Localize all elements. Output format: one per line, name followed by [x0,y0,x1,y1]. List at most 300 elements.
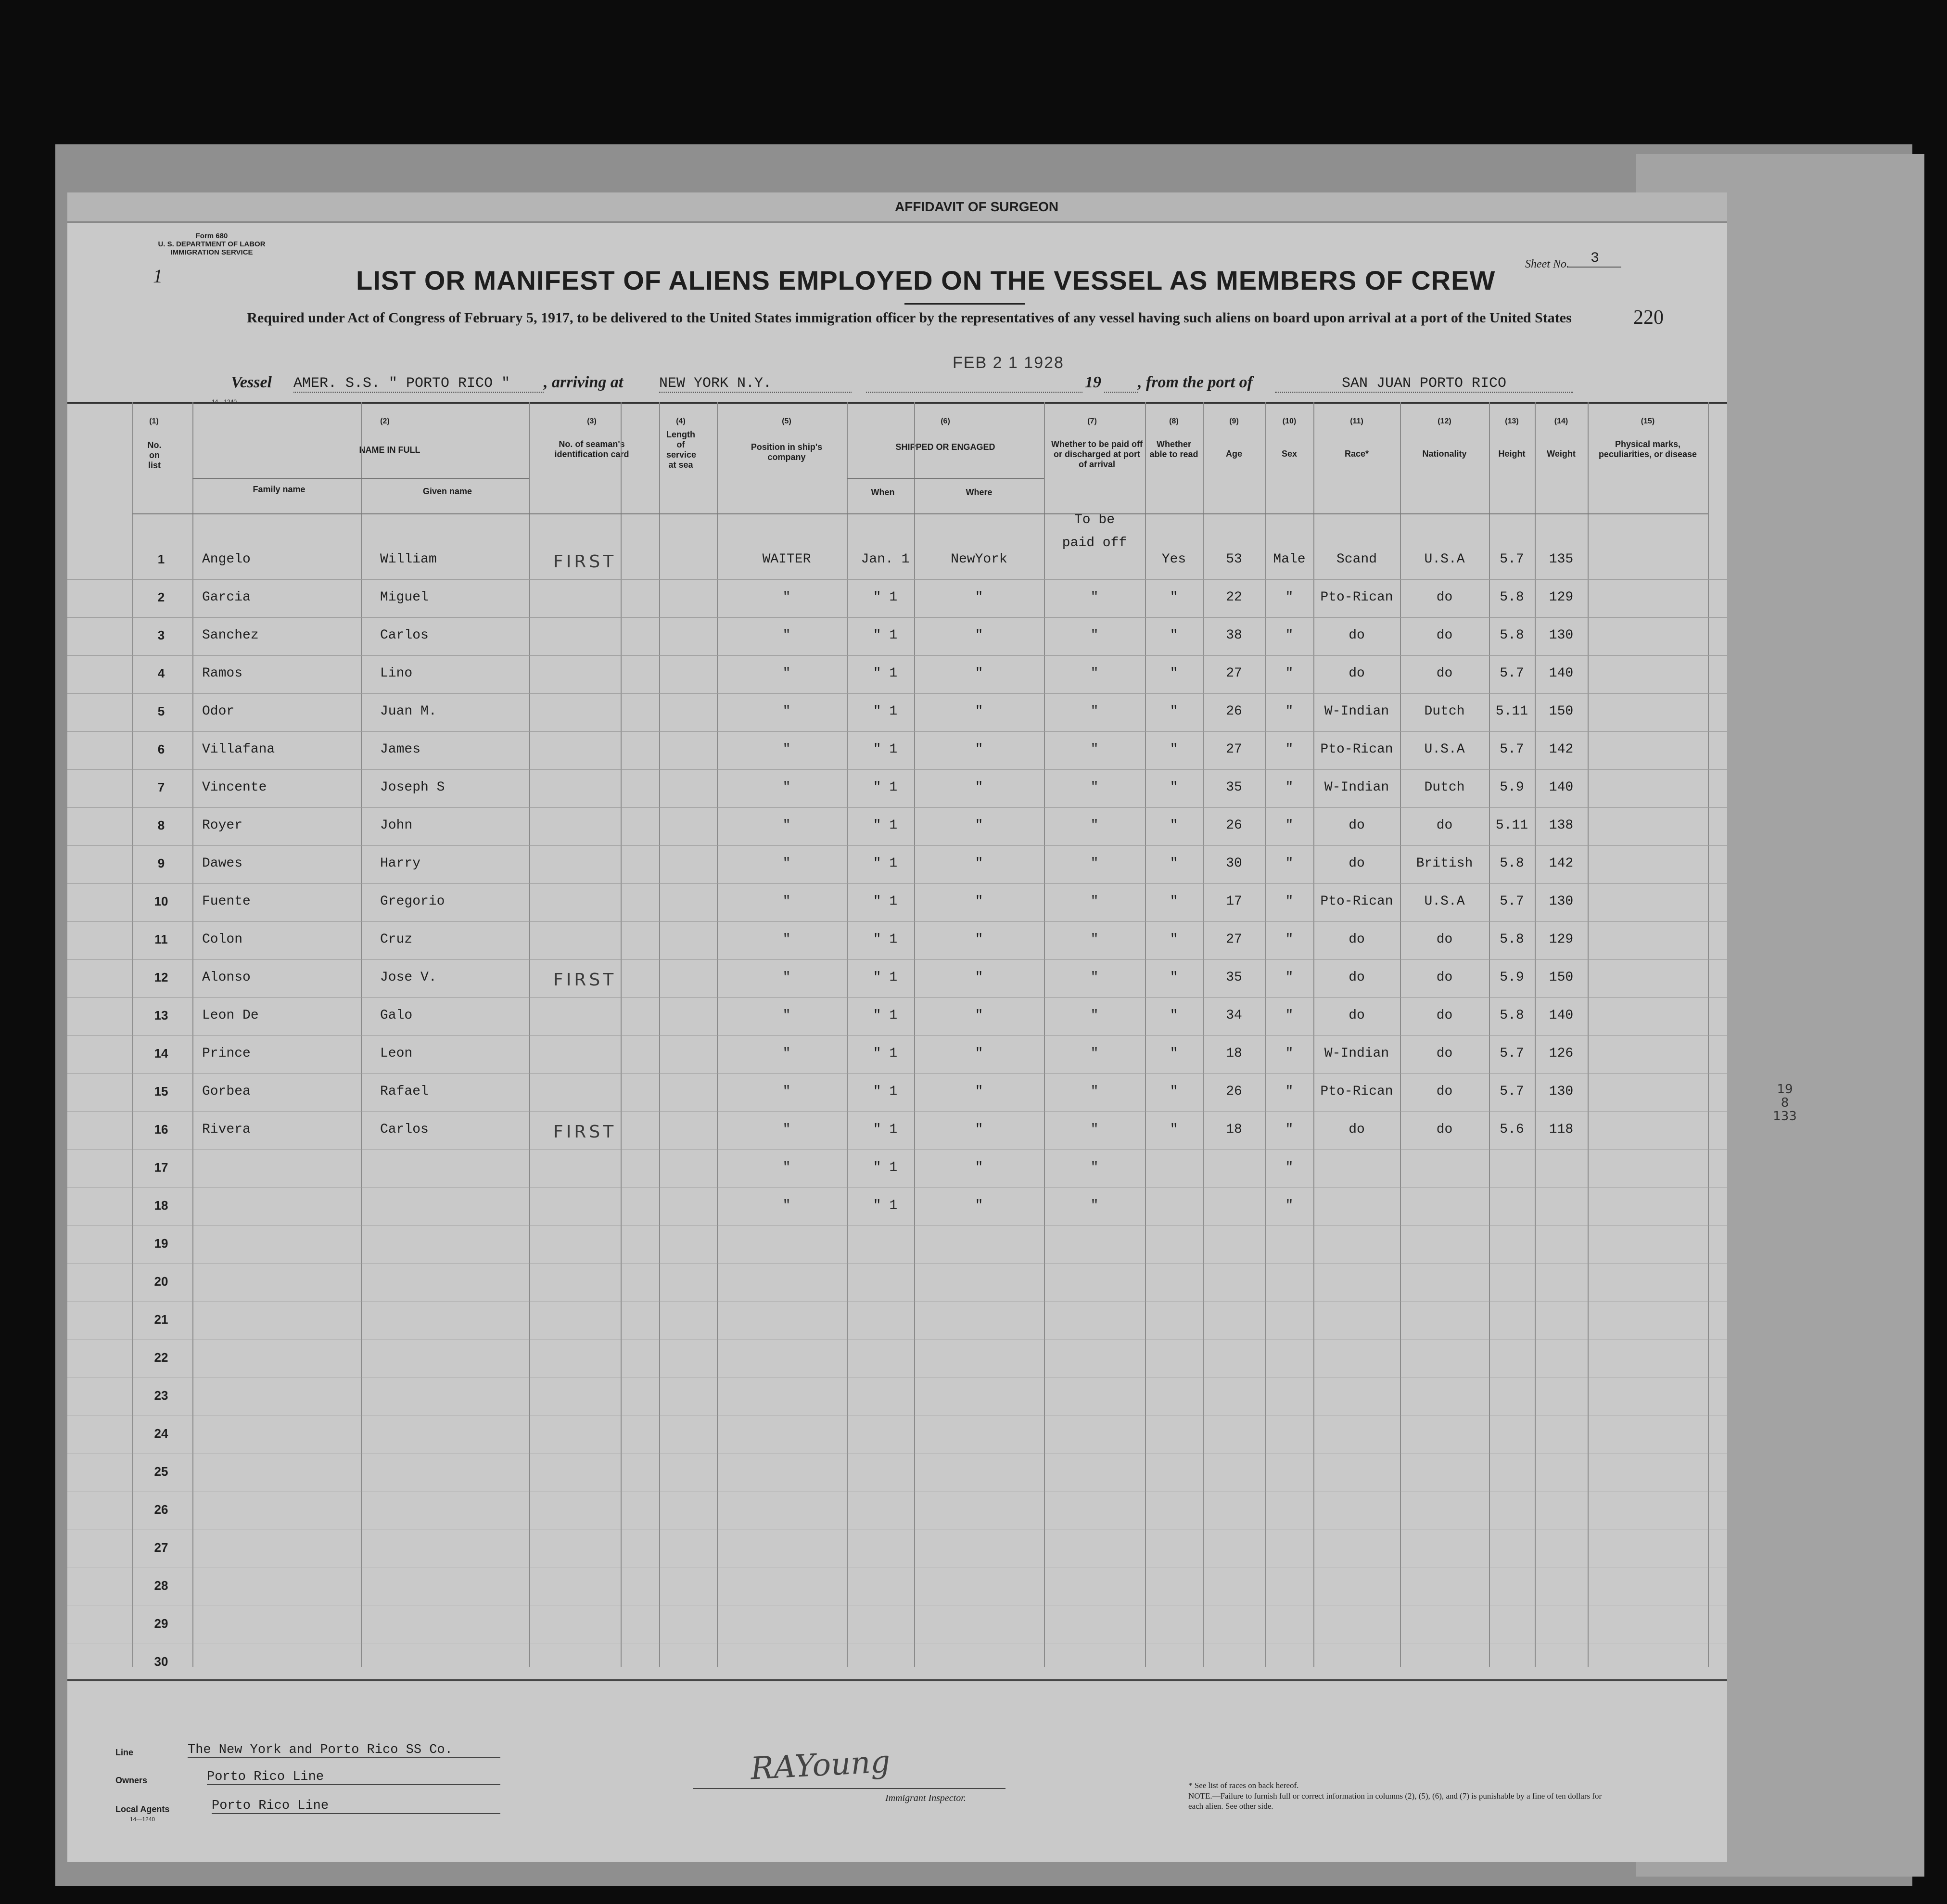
cell-card: FIRST [553,970,617,990]
grid-hline [67,845,1727,846]
row-number: 29 [154,1616,168,1631]
cell-when: " 1 [873,894,898,909]
grid-hline [67,997,1727,998]
cell-read: " [1170,742,1178,757]
col-num: (8) [1169,417,1179,425]
cell-race: do [1349,970,1365,985]
cell-weight: 126 [1549,1046,1574,1061]
cell-race: do [1349,666,1365,681]
header-paid-off: Whether to be paid off or discharged at port of arrival [1051,439,1143,469]
cell-where: " [975,742,983,757]
grid-vline [361,402,362,1667]
header-id-card: No. of seaman's identification card [554,439,629,459]
cell-height: 5.7 [1500,552,1524,567]
header-weight: Weight [1547,449,1576,459]
cell-sex: Male [1273,552,1306,567]
cell-age: 22 [1226,590,1242,605]
cell-read: " [1170,1122,1178,1137]
cell-paid: " [1090,1160,1099,1175]
cell-age: 27 [1226,932,1242,947]
cell-nationality: do [1436,628,1453,643]
header-bottom-rule [132,513,1708,514]
cell-sex: " [1285,1122,1294,1137]
cell-when: " 1 [873,780,898,795]
row-number: 24 [154,1426,168,1441]
cell-sex: " [1285,1008,1294,1023]
cell-age: 18 [1226,1122,1242,1137]
cell-given: Gregorio [380,894,445,909]
cell-height: 5.8 [1500,856,1524,871]
cell-position: WAITER [762,552,811,567]
cell-given: Cruz [380,932,413,947]
row-number: 5 [157,704,165,718]
cell-sex: " [1285,590,1294,605]
date-line [866,392,1082,393]
cell-given: Carlos [380,1122,429,1137]
cell-when: " 1 [873,970,898,985]
cell-given: Galo [380,1008,413,1023]
cell-weight: 138 [1549,818,1574,833]
cell-height: 5.7 [1500,1084,1524,1099]
table-top-rule [67,402,1727,404]
header-position: Position in ship's company [751,442,823,462]
cell-read: " [1170,894,1178,909]
header-given-name: Given name [422,486,472,496]
cell-when: " 1 [873,742,898,757]
row-number: 9 [157,856,165,870]
service-name: IMMIGRATION SERVICE [170,248,253,256]
race-note: * See list of races on back hereof. [1188,1781,1299,1790]
cell-height: 5.8 [1500,932,1524,947]
cell-position: " [782,628,791,643]
cell-age: 34 [1226,1008,1242,1023]
cell-position: " [782,970,791,985]
header-nationality: Nationality [1422,449,1467,459]
cell-sex: " [1285,932,1294,947]
cell-race: W-Indian [1324,1046,1389,1061]
cell-nationality: Dutch [1424,704,1465,719]
agents-code: 14—1240 [130,1816,155,1823]
cell-paid: " [1090,1198,1099,1213]
cell-when: " 1 [873,666,898,681]
cell-paid: " [1090,704,1099,719]
cell-where: " [975,856,983,871]
vessel-name: AMER. S.S. " PORTO RICO " [293,375,544,393]
cell-age: 27 [1226,742,1242,757]
cell-height: 5.11 [1495,704,1528,719]
grid-vline [717,402,718,1667]
cell-where: " [975,894,983,909]
row-number: 28 [154,1578,168,1593]
cell-when: " 1 [873,1198,898,1213]
header-shipped-engaged: SHIPPED OR ENGAGED [895,442,995,452]
cell-given: Miguel [380,590,429,605]
line-value: The New York and Porto Rico SS Co. [188,1743,500,1758]
cell-paid: " [1090,970,1099,985]
cell-position: " [782,1084,791,1099]
cell-where: " [975,666,983,681]
cell-height: 5.8 [1500,1008,1524,1023]
cell-race: do [1349,932,1365,947]
cell-race: do [1349,856,1365,871]
cell-where: " [975,932,983,947]
cell-nationality: British [1416,856,1473,871]
cell-weight: 140 [1549,666,1574,681]
cell-when: " 1 [873,628,898,643]
cell-paid: " [1090,1122,1099,1137]
cell-when: " 1 [873,932,898,947]
cell-sex: " [1285,894,1294,909]
grid-hline [67,693,1727,694]
col-num: (2) [380,417,390,425]
cell-height: 5.7 [1500,1046,1524,1061]
grid-vline [1708,402,1709,1667]
cell-family: Royer [202,818,243,833]
row-number: 20 [154,1274,168,1289]
cell-position: " [782,666,791,681]
cell-position: " [782,742,791,757]
cell-sex: " [1285,1160,1294,1175]
form-identifier [140,232,284,256]
col-num: (4) [676,417,686,425]
row-number: 11 [154,932,168,946]
cell-height: 5.8 [1500,590,1524,605]
header-age: Age [1225,449,1242,459]
paid-off-header-line1: To be [1074,512,1115,527]
margin-note: 19 [1777,1082,1793,1097]
cell-where: " [975,818,983,833]
cell-age: 53 [1226,552,1242,567]
grid-hline [67,1035,1727,1036]
grid-hline [67,617,1727,618]
cell-paid: " [1090,856,1099,871]
row-number: 19 [154,1236,168,1251]
cell-race: Pto-Rican [1320,742,1393,757]
cell-race: do [1349,628,1365,643]
cell-weight: 140 [1549,1008,1574,1023]
cell-given: James [380,742,421,757]
row-number: 6 [157,742,165,756]
cell-position: " [782,1122,791,1137]
header-no-on-list: No. on list [147,440,162,470]
cell-weight: 142 [1549,856,1574,871]
cell-weight: 129 [1549,590,1574,605]
row-number: 2 [157,590,165,604]
cell-position: " [782,1046,791,1061]
cell-sex: " [1285,628,1294,643]
cell-height: 5.7 [1500,742,1524,757]
cell-read: " [1170,1084,1178,1099]
cell-sex: " [1285,970,1294,985]
row-number: 15 [154,1084,168,1099]
cell-position: " [782,1008,791,1023]
stamp-number: 220 [1633,307,1664,329]
vessel-line [231,354,1674,395]
header-able-read: Whether able to read [1149,439,1198,459]
manifest-table [67,402,1727,1667]
grid-hline [67,921,1727,922]
cell-age: 30 [1226,856,1242,871]
page-subtitle: Required under Act of Congress of February 5, 1917, to be delivered to the United States immigration officer by the representatives of any vessel having such aliens on board upon arrival at a port of the United States [247,310,1572,326]
arriving-label: , arriving at [544,373,624,391]
cell-sex: " [1285,818,1294,833]
cell-given: William [380,552,437,567]
cell-age: 17 [1226,894,1242,909]
cell-where: NewYork [951,552,1007,567]
row-number: 13 [154,1008,168,1022]
row-number: 30 [154,1654,168,1669]
grid-vline [847,402,848,1667]
cell-when: " 1 [873,1122,898,1137]
cell-when: Jan. 1 [861,552,910,567]
cell-when: " 1 [873,1084,898,1099]
col-num: (12) [1438,417,1451,425]
cell-sex: " [1285,1198,1294,1213]
cell-where: " [975,1084,983,1099]
grid-vline [192,402,193,1667]
cell-race: do [1349,1008,1365,1023]
cell-position: " [782,704,791,719]
cell-read: " [1170,932,1178,947]
cell-race: Pto-Rican [1320,1084,1393,1099]
cell-paid: " [1090,1008,1099,1023]
row-number: 7 [157,780,165,794]
grid-hline [67,1073,1727,1074]
col-num: (5) [782,417,791,425]
cell-nationality: do [1436,1008,1453,1023]
row-number: 14 [154,1046,168,1061]
cell-race: do [1349,1122,1365,1137]
manifest-page [67,192,1727,1862]
cell-height: 5.8 [1500,628,1524,643]
col-num: (14) [1554,417,1568,425]
cell-height: 5.6 [1500,1122,1524,1137]
cell-position: " [782,856,791,871]
cell-paid: " [1090,818,1099,833]
cell-paid: " [1090,894,1099,909]
cell-nationality: Dutch [1424,780,1465,795]
cell-read: " [1170,628,1178,643]
cell-nationality: do [1436,932,1453,947]
cell-read: " [1170,780,1178,795]
year-line [1104,392,1138,393]
cell-weight: 150 [1549,704,1574,719]
cell-race: Pto-Rican [1320,894,1393,909]
cell-read: " [1170,970,1178,985]
cell-position: " [782,590,791,605]
cell-race: Scand [1336,552,1377,567]
cell-weight: 130 [1549,894,1574,909]
grid-vline [659,402,660,1667]
cell-when: " 1 [873,818,898,833]
cell-given: Lino [380,666,413,681]
cell-where: " [975,1008,983,1023]
cell-nationality: do [1436,970,1453,985]
owners-label: Owners [115,1776,148,1785]
grid-hline [67,655,1727,656]
cell-age: 35 [1226,780,1242,795]
grid-hline [67,883,1727,884]
cell-paid: " [1090,628,1099,643]
department-name: U. S. DEPARTMENT OF LABOR [158,240,266,248]
cell-nationality: do [1436,590,1453,605]
cell-paid: " [1090,780,1099,795]
agents-value: Porto Rico Line [212,1799,500,1814]
cell-nationality: U.S.A [1424,894,1465,909]
grid-hline [67,731,1727,732]
cell-when: " 1 [873,1008,898,1023]
cell-nationality: do [1436,1122,1453,1137]
col-num: (15) [1641,417,1655,425]
grid-vline [132,402,133,1667]
form-code-small: 14—1240 [212,398,237,405]
cell-family: Ramos [202,666,243,681]
cell-read: " [1170,666,1178,681]
col-num: (7) [1087,417,1097,425]
col-num: (3) [587,417,597,425]
cell-where: " [975,1046,983,1061]
cell-nationality: U.S.A [1424,552,1465,567]
cell-where: " [975,780,983,795]
cell-read: " [1170,856,1178,871]
cell-paid: " [1090,742,1099,757]
cell-position: " [782,1160,791,1175]
row-number: 26 [154,1502,168,1517]
cell-position: " [782,780,791,795]
date-stamp: FEB 2 1 1928 [953,354,1064,372]
header-length-service: Length of service at sea [666,430,697,470]
cell-read: " [1170,1008,1178,1023]
row-number: 10 [154,894,168,908]
cell-family: Alonso [202,970,251,985]
cell-nationality: U.S.A [1424,742,1465,757]
cell-nationality: do [1436,818,1453,833]
col-num: (1) [149,417,159,425]
corner-mark: 1 [153,265,163,287]
grid-vline [529,402,530,1667]
signature-line [693,1788,1005,1789]
row-number: 16 [154,1122,168,1137]
cell-weight: 129 [1549,932,1574,947]
cell-sex: " [1285,780,1294,795]
cell-age: 38 [1226,628,1242,643]
cell-sex: " [1285,1046,1294,1061]
cell-weight: 135 [1549,552,1574,567]
cell-race: W-Indian [1324,704,1389,719]
cell-age: 35 [1226,970,1242,985]
cell-family: Colon [202,932,243,947]
cell-paid: " [1090,932,1099,947]
sheet-number: 3 [1568,250,1621,268]
inspector-signature: RAYoung [750,1744,891,1787]
header-family-name: Family name [253,485,305,494]
cell-family: Villafana [202,742,275,757]
cell-position: " [782,818,791,833]
penalty-note: NOTE.—Failure to furnish full or correct information in columns (2), (5), (6), and (7) is punishable by a fine of ten dollars for each alien. See other side. [1188,1791,1602,1811]
form-number: Form 680 [195,232,228,240]
cell-when: " 1 [873,856,898,871]
cell-read: " [1170,704,1178,719]
cell-age: 27 [1226,666,1242,681]
cell-height: 5.9 [1500,780,1524,795]
cell-nationality: do [1436,1084,1453,1099]
cell-race: Pto-Rican [1320,590,1393,605]
cell-family: Rivera [202,1122,251,1137]
cell-weight: 130 [1549,628,1574,643]
cell-family: Sanchez [202,628,259,643]
cell-where: " [975,970,983,985]
cell-age: 26 [1226,704,1242,719]
cell-paid: " [1090,1084,1099,1099]
cell-age: 18 [1226,1046,1242,1061]
cell-family: Gorbea [202,1084,251,1099]
cell-weight: 130 [1549,1084,1574,1099]
cell-family: Fuente [202,894,251,909]
agents-label: Local Agents [115,1804,170,1814]
row-number: 23 [154,1388,168,1403]
col-num: (6) [941,417,950,425]
cell-where: " [975,1160,983,1175]
header-subrule [847,478,1044,479]
row-number: 3 [157,628,165,642]
header-height: Height [1498,449,1526,459]
sheet-label: Sheet No. [1525,258,1569,270]
cell-family: Leon De [202,1008,259,1023]
cell-family: Angelo [202,552,251,567]
margin-notes [1770,1083,1799,1123]
header-name-in-full: NAME IN FULL [359,445,420,455]
cell-sex: " [1285,704,1294,719]
cell-given: Carlos [380,628,429,643]
cell-height: 5.7 [1500,666,1524,681]
row-number: 17 [154,1160,168,1175]
cell-position: " [782,1198,791,1213]
cell-when: " 1 [873,590,898,605]
from-port: SAN JUAN PORTO RICO [1275,375,1573,393]
cell-position: " [782,894,791,909]
header-physical-marks: Physical marks, peculiarities, or disease [1598,439,1697,459]
cell-height: 5.7 [1500,894,1524,909]
cell-paid: " [1090,666,1099,681]
col-num: (11) [1350,417,1363,425]
owners-value: Porto Rico Line [207,1770,500,1785]
cell-card: FIRST [553,552,617,572]
margin-note: 8 [1781,1096,1789,1110]
row-number: 18 [154,1198,168,1213]
col-num: (13) [1505,417,1519,425]
cell-when: " 1 [873,704,898,719]
grid-hline [67,959,1727,960]
cell-where: " [975,704,983,719]
cell-nationality: do [1436,1046,1453,1061]
header-race: Race* [1344,449,1369,459]
cell-family: Vincente [202,780,267,795]
header-subrule [192,478,529,479]
cell-weight: 150 [1549,970,1574,985]
cell-given: Juan M. [380,704,437,719]
cell-read: " [1170,818,1178,833]
line-label: Line [115,1748,134,1757]
cell-given: Leon [380,1046,413,1061]
row-number: 1 [157,552,165,566]
cell-given: Jose V. [380,970,437,985]
cell-when: " 1 [873,1046,898,1061]
cell-age: 26 [1226,1084,1242,1099]
header-when: When [871,487,895,497]
cell-when: " 1 [873,1160,898,1175]
margin-note: 133 [1773,1109,1797,1124]
cell-height: 5.11 [1495,818,1528,833]
